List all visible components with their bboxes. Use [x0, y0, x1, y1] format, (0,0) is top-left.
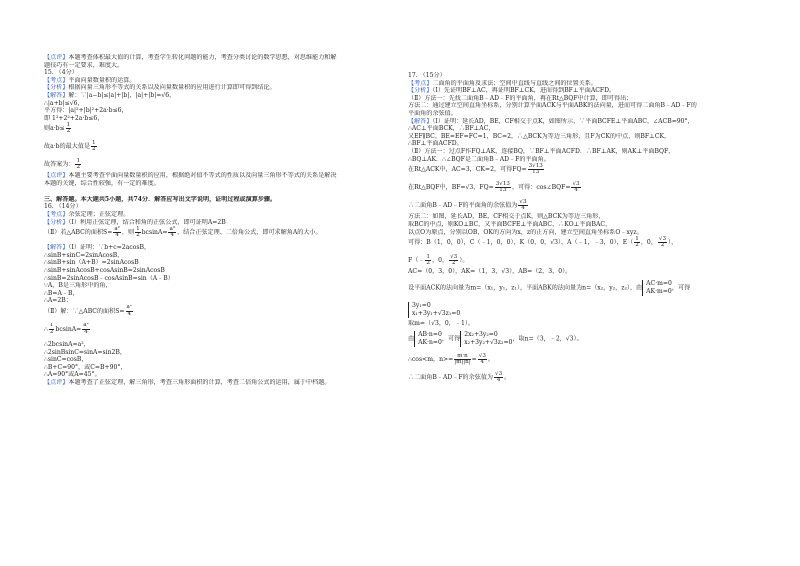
q16-jieda-6: ∵A，B是三角形中的角，	[44, 282, 112, 290]
fraction: $\frac{\text{a²}}{4}$	[169, 226, 176, 239]
fraction: $\frac{√3}{2}$	[450, 254, 458, 267]
q15-jieda-1: 【解答】解：∵|a−b|≤|a|+|b|，|a|+|b|=√6，	[44, 92, 176, 100]
q15-dianping-1: 【点评】本题主要考查平面向量数量积的应用，根据绝对值不等式的性质以及向量三角形不等式的关系是解决	[44, 172, 337, 180]
q16-jieda-10: ∴ $\frac{1}{2}$ bcsinA= $\frac{\text{a²}}{4}$	[44, 323, 89, 336]
q17-kaodian: 【考点】二面角的平面角及求法；空间中直线与直线之间的位置关系。	[408, 79, 597, 87]
q17-fenxi-1: 【分析】（Ⅰ）先证明BF⊥AC，再证明BF⊥CK，进而得到BF⊥平面ACFD。	[408, 87, 616, 95]
q17-jieda-14: F（﹣ $\frac{1}{2}$ ，0， $\frac{√3}{2}$ ）。	[408, 254, 469, 267]
q16-kaodian: 【考点】余弦定理；正弦定理。	[44, 210, 130, 218]
left-column	[44, 54, 394, 387]
q15-jieda-2: ∴|a+b|≤√6，	[44, 99, 84, 107]
fraction: $\frac{3√13}{13}$	[495, 181, 510, 194]
q16-jieda-1: 【解答】（Ⅰ）证明：∵b+c=2acosB，	[44, 244, 151, 252]
q16-jieda-2: ∴sinB+sinC=2sinAcosB，	[44, 251, 124, 259]
q17-jieda-7: 在Rt△ACK中，AC=3，CK=2，可得FQ= $\frac{3√13}{13}$	[408, 163, 543, 176]
q17-fenxi-4: 平面角的余弦值。	[408, 110, 457, 118]
q15-jieda-6: 故a·b的最大值是 $\frac{1}{2}$	[44, 140, 96, 153]
fraction: $\frac{1}{2}$	[426, 254, 430, 267]
q16-jieda-9: （Ⅱ）解：∵△ABC的面积S= $\frac{\text{a²}}{4}$	[44, 305, 133, 318]
q17-jieda-19: 由 AB·n=0 AK·n=0 ，可得 2x₂+3y₂=0 x₂+3y₂+√3z₂=0 ，取n=（3，﹣2，√3）。	[408, 331, 583, 347]
q15-jieda-7: 故答案为： $\frac{1}{2}$	[44, 158, 81, 171]
equation-system: 3y₁=0 x₁+3y₁+√3z₁=0	[408, 302, 460, 318]
q17-jieda-9: ∴二面角B﹣AD﹣F的平面角的余弦值为 $\frac{√3}{4}$	[408, 199, 527, 212]
q17-jieda-4: ∴BF⊥平面ACFD。	[408, 140, 463, 148]
fraction: $\frac{1}{2}$	[635, 236, 639, 249]
q17-jieda-3: 又EF∥BC，BE=EF=FC=1，BC=2，∴△BCK为等边三角形，且F为CK的中点，则BF⊥CK，	[408, 132, 671, 140]
q17-jieda-16: 设平面ACK的法向量为m=（x₁，y₁，z₁），平面ABK的法向量为n=（x₂，y₂，z₂），由 AC·m=0 AK·m=0 ，可得	[408, 279, 691, 295]
q17-jieda-6: ∴BQ⊥AK．∴∠BQF是二面角B﹣AD﹣F的平面角。	[408, 155, 550, 163]
q17-fenxi-3: 方法二：通过建立空间直角坐标系，分别计算平面ACK与平面ABK的法向量，进而可得二面角B﹣AD﹣F的	[408, 102, 697, 110]
q16-jieda-15: ∴A=90°或A=45°。	[44, 371, 101, 379]
fraction: $\frac{1}{2}$	[66, 122, 71, 135]
right-column	[408, 72, 768, 385]
q16-jieda-3: ∴sinB+sin（A+B）=2sinAcosB	[44, 259, 139, 267]
q17-jieda-18: 取m=（√3，0，﹣1）。	[408, 319, 475, 327]
q16-jieda-4: ∴sinB+sinAcosB+cosAsinB=2sinAcosB	[44, 266, 165, 274]
fraction: $\frac{1}{2}$	[76, 158, 81, 171]
q17-title: 17. （15分）	[408, 72, 446, 79]
q16-jieda-13: ∴sinC=cosB，	[44, 356, 88, 364]
fraction: $\frac{√3}{4}$	[495, 371, 503, 384]
q17-jieda-8: 在Rt△BQF中，BF=√3，FQ= $\frac{3√13}{13}$ ，可得：cos∠BQF= $\frac{√3}{4}$	[408, 181, 580, 194]
q17-fenxi-2: （Ⅱ）方法一：先找二面角B﹣AD﹣F的平面角，再在Rt△BQF中计算，即可得出；	[408, 94, 633, 102]
q16-jieda-12: ∴2sinBsinC=sinA=sin2B，	[44, 348, 126, 356]
prev-comment-line-1: 【点评】本题考查体积最大值的计算，考查学生转化问题的能力，考查分类讨论的数学思想，对思维能力和解	[44, 54, 337, 61]
q16-fenxi-2: （Ⅱ）若△ABC的面积S= $\frac{\text{a²}}{4}$ ，则 $\frac{1}{2}$ bcsinA= $\frac{\text{a²}}{4}$ ，结合正弦定理、二倍角公式，即可求解角A的大小。	[44, 226, 322, 239]
q17-jieda-2: ∴AC⊥平面BCK，∴BF⊥AC，	[408, 125, 495, 133]
q16-dianping: 【点评】本题考查了正弦定理，解三角形，考查三角形面积的计算，考查二倍角公式的运用，属于中档题。	[44, 379, 331, 387]
prev-comment-line-2: 题技巧有一定要求，难度大。	[44, 61, 124, 69]
q15-dianping-2: 本题的关键，综合性较强，有一定的难度。	[44, 180, 160, 188]
q15-jieda-5: 则a·b≤ $\frac{1}{2}$	[44, 122, 71, 135]
q15-title: 15. （4分）	[44, 69, 78, 77]
equation-system: AC·m=0 AK·m=0	[642, 280, 672, 296]
q17-jieda-5: （Ⅱ）方法一：过点F作FQ⊥AK，连接BQ，∵BF⊥平面ACFD．∴BF⊥AK，则AK⊥平面BQF，	[408, 148, 675, 156]
q15-fenxi: 【分析】根据向量三角形不等式的关系以及向量数量积的应用进行计算即可得到结论。	[44, 84, 276, 92]
q16-jieda-7: ∴B=A﹣B，	[44, 289, 79, 297]
q17-jieda-21: ∴二面角B﹣AD﹣F的余弦值为 $\frac{√3}{4}$ 。	[408, 371, 511, 384]
equation-system: 2x₂+3y₂=0 x₂+3y₂+√3z₂=0	[460, 331, 512, 347]
q16-title: 16. （14分）	[44, 203, 82, 211]
fraction: $\frac{\text{a²}}{4}$	[83, 323, 89, 336]
q17-jieda-1: 【解答】（Ⅰ）证明：延长AD，BE，CF相交于点K，如图所示，∵平面BCFE⊥平面ABC，∠ACB=90°，	[408, 117, 694, 125]
q16-jieda-14: ∴B+C=90°，或C=B+90°，	[44, 363, 127, 371]
fraction: $\frac{1}{2}$	[136, 226, 140, 239]
q17-jieda-10: 方法二：如图，延长AD，BE，CF相交于点K，则△BCK为等边三角形，	[408, 213, 605, 221]
q15-jieda-4: 即 1²+2²+2a·b≤6，	[44, 114, 104, 122]
fraction: $\frac{1}{2}$	[49, 323, 54, 336]
fraction: $\frac{\text{a²}}{4}$	[126, 305, 133, 318]
fraction: $\frac{√3}{4}$	[519, 199, 527, 212]
q16-jieda-11: ∴2bcsinA=a²，	[44, 341, 90, 349]
q16-jieda-8: ∴A=2B；	[44, 297, 72, 305]
fraction: $\frac{√3}{2}$	[658, 236, 667, 249]
q17-jieda-15: AC=（0，3，0），AK=（1，3，√3），AB=（2，3，0）。	[408, 268, 572, 276]
q17-jieda-11: 取BC的中点，则KO⊥BC，又平面BCFE⊥平面ABC，∴KO⊥平面BAC，	[408, 220, 612, 228]
q17-jieda-20: ∴cos<m，n>= $\frac{m\cdot n}{|m||n|}$ = $\frac{√3}{4}$ 。	[408, 353, 494, 366]
q16-jieda-5: ∴sinB=2sinAcosB﹣cosAsinB=sin（A﹣B）	[44, 274, 174, 282]
fraction: $\frac{3√13}{13}$	[528, 163, 543, 176]
q17-jieda-12: 以点O为原点，分别以OB，OK的方向为x，z的正方向，建立空间直角坐标系O﹣xyz。	[408, 228, 643, 236]
fraction: $\frac{1}{2}$	[92, 140, 96, 153]
q17-jieda-17	[408, 302, 768, 320]
q15-kaodian: 【考点】平面向量数量积的运算。	[44, 76, 136, 84]
fraction: $\frac{m\cdot n}{|m||n|}$	[454, 353, 471, 366]
q15-jieda-3: 平方得：|a|²+|b|²+2a·b≤6，	[44, 107, 128, 115]
q17-jieda-13: 可得：B（1，0，0），C（﹣1，0，0），K（0，0，√3），A（﹣1，﹣3，0），E（ $\frac{1}{2}$ ，0， $\frac{√3}{2}$ ），	[408, 236, 678, 249]
fraction: $\frac{√3}{4}$	[572, 181, 580, 194]
fraction: $\frac{\text{a²}}{4}$	[114, 226, 120, 239]
q16-fenxi-1: 【分析】（Ⅰ）利用正弦定理，结合和角的正弦公式，即可证明A=2B	[44, 218, 226, 226]
section-3-title: 三、解答题。本大题共5小题，共74分．解答应写出文字说明，证明过程或演算步骤。	[44, 195, 277, 203]
equation-system: AB·n=0 AK·n=0	[414, 331, 442, 347]
fraction: $\frac{√3}{4}$	[478, 353, 486, 366]
